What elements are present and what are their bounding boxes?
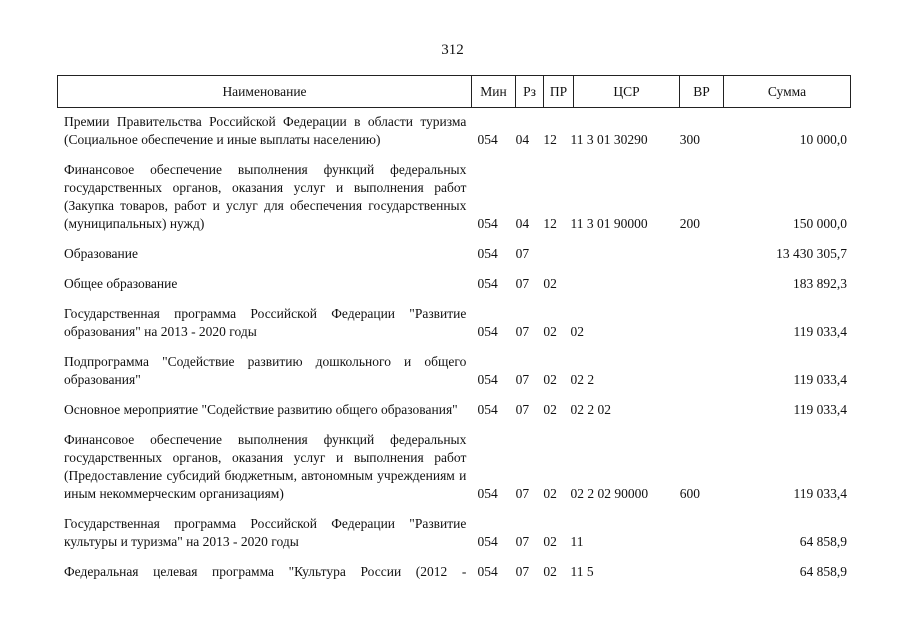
cell-pr: 12: [543, 132, 557, 147]
cell-pr: 02: [543, 402, 557, 417]
cell-csr: 02: [570, 324, 584, 339]
cell-min: 054: [477, 534, 498, 549]
header-name: Наименование: [58, 76, 472, 108]
cell-min: 054: [477, 486, 498, 501]
cell-rz: 07: [515, 246, 530, 261]
header-vr: ВР: [680, 76, 724, 108]
cell-sum: 119 033,4: [793, 402, 847, 417]
cell-name: Общее образование: [64, 276, 178, 291]
cell-sum: 150 000,0: [792, 216, 847, 231]
table-header: [57, 75, 851, 108]
cell-sum: 10 000,0: [799, 132, 847, 147]
cell-sum: 119 033,4: [793, 486, 847, 501]
cell-name: Подпрограмма "Содействие развитию дошкольного и общего образования": [64, 354, 467, 387]
table-row: [57, 401, 851, 419]
table-row: [57, 353, 851, 389]
cell-min: 054: [477, 402, 498, 417]
header-sum: Сумма: [724, 76, 851, 108]
cell-min: 054: [477, 372, 498, 387]
table-row: [57, 563, 851, 581]
cell-sum: 13 430 305,7: [776, 246, 847, 261]
cell-min: 054: [477, 132, 498, 147]
cell-sum: 64 858,9: [799, 534, 847, 549]
table-row: [57, 245, 851, 263]
cell-min: 054: [477, 324, 498, 339]
cell-name: Государственная программа Российской Федерации "Развитие культуры и туризма" на 2013 - 2020 годы: [64, 516, 467, 549]
header-rz: Рз: [516, 76, 544, 108]
cell-rz: 07: [515, 564, 530, 579]
cell-pr: 12: [543, 216, 557, 231]
page-number: 312: [441, 42, 464, 58]
cell-vr: 300: [679, 132, 701, 147]
cell-vr: 600: [679, 486, 701, 501]
table-row: [57, 113, 851, 149]
cell-sum: 119 033,4: [793, 324, 847, 339]
cell-sum: 183 892,3: [792, 276, 847, 291]
cell-min: 054: [477, 246, 498, 261]
cell-rz: 07: [515, 372, 530, 387]
cell-csr: 02 2 02 90000: [570, 486, 649, 501]
cell-rz: 07: [515, 486, 530, 501]
cell-name: Государственная программа Российской Федерации "Развитие образования" на 2013 - 2020 годы: [64, 306, 467, 339]
cell-name: Образование: [64, 246, 138, 261]
header-pr: ПР: [544, 76, 574, 108]
cell-pr: 02: [543, 276, 557, 291]
table-row: [57, 305, 851, 341]
cell-sum: 64 858,9: [799, 564, 847, 579]
cell-rz: 07: [515, 324, 530, 339]
cell-name: Премии Правительства Российской Федерации в области туризма (Социальное обеспечение и иные выплаты населению): [64, 114, 467, 147]
cell-name: Основное мероприятие "Содействие развитию общего образования": [64, 402, 458, 417]
cell-min: 054: [477, 216, 498, 231]
cell-csr: 11 3 01 30290: [570, 132, 648, 147]
header-min: Мин: [472, 76, 516, 108]
cell-pr: 02: [543, 534, 557, 549]
table-body: [57, 113, 851, 593]
cell-rz: 07: [515, 402, 530, 417]
cell-pr: 02: [543, 324, 557, 339]
cell-name: Федеральная целевая программа "Культура России (2012 -: [64, 564, 467, 579]
cell-rz: 04: [515, 216, 530, 231]
cell-pr: 02: [543, 564, 557, 579]
cell-rz: 04: [515, 132, 530, 147]
cell-csr: 11 3 01 90000: [570, 216, 648, 231]
cell-pr: 02: [543, 486, 557, 501]
cell-sum: 119 033,4: [793, 372, 847, 387]
cell-pr: 02: [543, 372, 557, 387]
cell-name: Финансовое обеспечение выполнения функций федеральных государственных органов, оказания услуг и выполнения работ (Закупка товаров, работ и услуг для обеспечения государственных (муниципальных) нужд): [64, 162, 467, 231]
table-row: [57, 161, 851, 233]
cell-csr: 11: [570, 534, 584, 549]
cell-min: 054: [477, 564, 498, 579]
cell-rz: 07: [515, 276, 530, 291]
cell-name: Финансовое обеспечение выполнения функций федеральных государственных органов, оказания услуг и выполнения работ (Предоставление субсидий бюджетным, автономным учреждениям и иным некоммерческим организациям): [64, 432, 467, 501]
cell-rz: 07: [515, 534, 530, 549]
cell-vr: 200: [679, 216, 701, 231]
table-row: [57, 431, 851, 503]
table-row: [57, 515, 851, 551]
header-csr: ЦСР: [574, 76, 680, 108]
cell-csr: 02 2 02: [570, 402, 611, 417]
cell-csr: 02 2: [570, 372, 595, 387]
cell-csr: 11 5: [570, 564, 594, 579]
cell-min: 054: [477, 276, 498, 291]
table-row: [57, 275, 851, 293]
